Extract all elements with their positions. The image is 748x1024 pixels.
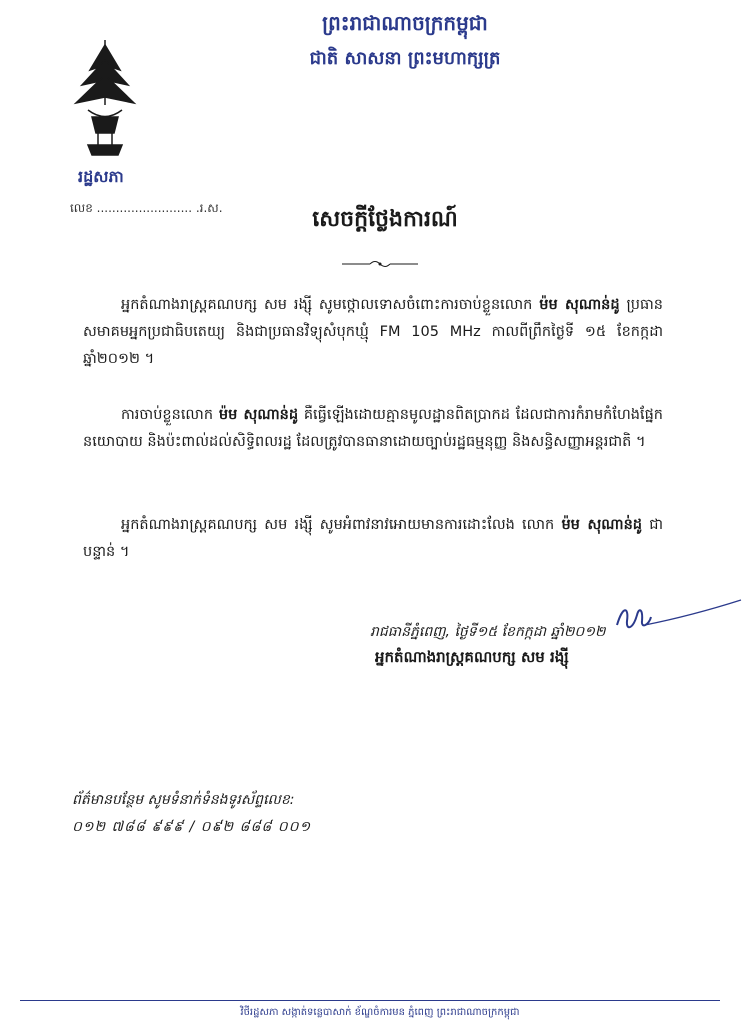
reference-number: លេខ ......................... .រ.ស. (70, 201, 223, 215)
detainee-name: ម៉ម សុណាន់ដូ (539, 297, 620, 313)
detainee-name: ម៉ម សុណាន់ដូ (561, 517, 643, 533)
kingdom-title: ព្រះរាជាណាចក្រកម្ពុជា (322, 11, 488, 35)
place-and-date: រាជធានីភ្នំពេញ, ថ្ងៃទី១៥ ខែកក្កដា ឆ្នាំ២០១២ (370, 624, 606, 640)
footer-address: វិថីរដ្ឋសភា សង្កាត់ទន្លេបាសាក់ ខ័ណ្ឌចំការមន ភ្នំពេញ ព្រះរាជាណាចក្រកម្ពុជា (240, 1007, 520, 1018)
paragraph-3-text-b: ជាបន្ទាន់ ។ (83, 517, 664, 560)
document-title: សេចក្តីថ្លែងការណ៍ (312, 207, 458, 232)
contact-label: ព័ត៌មានបន្ថែម សូមទំនាក់ទំនងទូរស័ព្ទលេខ: (72, 792, 295, 808)
footer-divider (20, 1000, 720, 1001)
paragraph-1-text-b: ប្រធានសមាគមអ្នកប្រជាធិបតេយ្យ និងជាប្រធានវិទ្យុសំបុកឃ្មុំ FM 105 MHz កាលពីព្រឹកថ្ងៃទី ១៥ ខែកក្កដា ឆ្នាំ២០១២ ។ (83, 297, 663, 367)
statement-paragraph-1 (83, 292, 663, 373)
detainee-name: ម៉ម សុណាន់ដូ (218, 407, 299, 423)
signatory-name: អ្នកតំណាងរាស្ត្រគណបក្ស សម រង្ស៊ី (375, 648, 569, 666)
statement-paragraph-2 (83, 402, 663, 456)
statement-paragraph-3 (83, 512, 663, 566)
organization-name: រដ្ឋសភា (78, 167, 124, 186)
paragraph-3-text-a: អ្នកតំណាងរាស្ត្រគណបក្ស សម រង្ស៊ី សូមអំពាវនាវអោយមានការដោះលែង លោក (121, 517, 555, 533)
handwritten-signature-icon (615, 595, 745, 650)
kingdom-motto: ជាតិ សាសនា ព្រះមហាក្សត្រ (309, 48, 501, 69)
title-ornament-icon (340, 258, 420, 270)
paragraph-1-text-a: អ្នកតំណាងរាស្ត្រគណបក្ស សម រង្ស៊ី សូមថ្កោលទោសចំពោះការចាប់ខ្លួនលោក (121, 297, 533, 313)
contact-phone-numbers: ០១២ ៧៨៨ ៩៩៩ / ០៩២ ៨៨៨ ០០១ (72, 819, 312, 835)
paragraph-2-text-b: គឺធ្វើឡើងដោយគ្មានមូលដ្ឋានពិតប្រាកដ ដែលជាការកំរាមកំហែងផ្នែកនយោបាយ និងប៉ះពាល់ដល់សិទ្ធិពលរដ្ឋ ដែលត្រូវបានធានាដោយច្បាប់រដ្ឋធម្មនុញ្ញ និងសន្ធិសញ្ញាអន្តរជាតិ ។ (83, 407, 664, 450)
national-assembly-emblem-icon (70, 35, 140, 160)
paragraph-2-text-a: ការចាប់ខ្លួនលោក (121, 407, 214, 423)
